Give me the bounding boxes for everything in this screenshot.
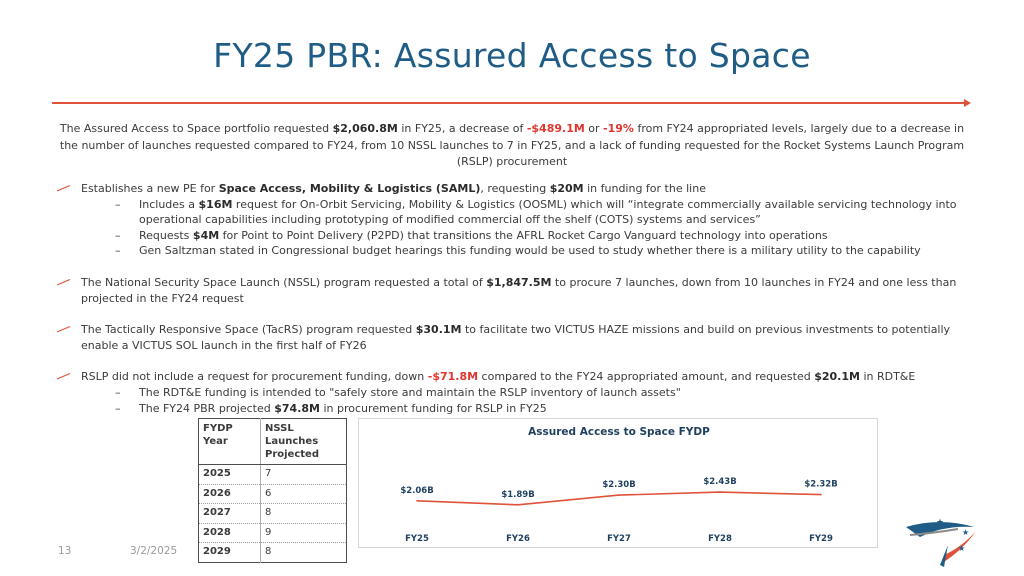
text-segment: compared to the FY24 appropriated amount, and requested — [478, 370, 815, 384]
negative-amount: -$71.8M — [427, 370, 479, 384]
divider-arrow-icon — [964, 99, 971, 107]
text-segment: in FY25, a decrease of — [397, 122, 527, 135]
table-cell-year: 2029 — [199, 543, 261, 563]
svg-text:★: ★ — [962, 528, 970, 537]
text-segment: Establishes a new PE for — [81, 182, 219, 195]
emphasis-text: Space Access, Mobility & Logistics (SAML) — [218, 182, 481, 195]
sub-bullet-fy24-pbr: – The FY24 PBR projected $74.8M in procurement funding for RSLP in FY25 — [115, 401, 547, 415]
emphasis-text: $74.8M — [274, 401, 320, 415]
table-row — [199, 465, 347, 485]
text-segment: The Assured Access to Space portfolio requested — [59, 122, 333, 135]
bullet-text — [81, 276, 956, 305]
page-number: 13 — [58, 545, 72, 557]
table-cell-launches: 6 — [261, 484, 347, 504]
emphasis-text: $20M — [549, 182, 584, 195]
fydp-chart — [358, 418, 878, 548]
data-label: $1.89B — [501, 489, 535, 500]
orbit-logo — [900, 515, 978, 570]
table-cell-year: 2027 — [199, 504, 261, 524]
text-segment: request for On-Orbit Servicing, Mobility & Logistics (OOSML) which will “integrate commercially available servicing technology into operational capabilities including prototyping of modified commercial off the shelf (COTS) systems and services” — [139, 197, 957, 227]
table-row — [199, 523, 347, 543]
emphasis-text: $16M — [198, 197, 233, 211]
sub-bullet-saltzman: – Gen Saltzman stated in Congressional budget hearings this funding would be used to study whether there is a military utility to the capability — [115, 244, 921, 258]
sub-bullet-p2pd: – Requests $4M for Point to Point Delivery (P2PD) that transitions the AFRL Rocket Cargo Vanguard technology into operations — [115, 228, 828, 242]
nssl-launches-table — [198, 418, 347, 563]
table-cell-launches: 8 — [261, 543, 347, 563]
x-tick-label: FY26 — [506, 534, 530, 544]
sub-bullet-rdte: – The RDT&E funding is intended to "safely store and maintain the RSLP inventory of launch assets" — [115, 385, 681, 399]
table-header: NSSL Launches Projected — [261, 419, 347, 465]
data-point — [517, 504, 519, 506]
text-segment: for Point to Point Delivery (P2PD) that transitions the AFRL Rocket Cargo Vanguard technology into operations — [219, 228, 828, 242]
table-cell-launches: 8 — [261, 504, 347, 524]
text-segment: in RDT&E — [859, 370, 916, 384]
sub-bullet-text — [139, 229, 828, 242]
bullet-saml — [56, 181, 971, 259]
emphasis-text: $20.1M — [814, 370, 860, 384]
x-tick-label: FY28 — [708, 534, 732, 544]
slide-title: FY25 PBR: Assured Access to Space — [213, 36, 811, 75]
data-point — [820, 494, 822, 496]
slide-date: 3/2/2025 — [130, 545, 178, 557]
table-header-row — [199, 419, 347, 465]
text-segment: The Tactically Responsive Space (TacRS) program requested — [81, 323, 416, 337]
table-cell-launches: 9 — [261, 523, 347, 543]
series-line — [417, 489, 821, 505]
sub-bullet-text — [139, 198, 957, 227]
bullet-arrow-icon — [56, 184, 72, 192]
bullet-arrow-icon — [56, 372, 72, 380]
bullet-text — [81, 370, 915, 383]
title-divider — [52, 102, 966, 104]
emphasis-text: $4M — [192, 228, 220, 242]
x-tick-label: FY27 — [607, 534, 631, 544]
sub-bullet-oosml: – Includes a $16M request for On-Orbit Servicing, Mobility & Logistics (OOSML) which will “integrate commercially available servicing technology into operational capabilities including prototyping of modified commercial off the shelf (COTS) systems and services” — [115, 197, 957, 227]
table-cell-launches: 7 — [261, 465, 347, 485]
intro-paragraph — [56, 121, 968, 171]
data-point — [618, 494, 620, 496]
sub-bullet-text — [139, 244, 921, 257]
text-segment: to procure 7 launches, down from 10 launches in FY24 and one less than projected in the FY24 request — [81, 275, 957, 305]
bullet-text — [81, 323, 950, 352]
data-label: $2.30B — [602, 480, 636, 491]
data-label: $2.06B — [400, 485, 434, 496]
text-segment: The FY24 PBR projected — [139, 401, 275, 415]
text-segment: from FY24 appropriated levels, largely due to a decrease in the number of launches requested compared to FY24, from 10 NSSL launches to 7 in FY25, and a lack of funding requested for the Rocket Systems Launch Program (RSLP) procurement — [59, 122, 965, 168]
table-cell-year: 2025 — [199, 465, 261, 485]
text-segment: The National Security Space Launch (NSSL) program requested a total of — [81, 275, 487, 289]
bullet-arrow-icon — [56, 278, 72, 286]
text-segment: in procurement funding for RSLP in FY25 — [320, 401, 547, 415]
bullet-rslp — [56, 369, 971, 416]
table-cell-year: 2026 — [199, 484, 261, 504]
table-row — [199, 504, 347, 524]
svg-text:★: ★ — [936, 518, 945, 528]
text-segment: or — [584, 122, 604, 135]
bullet-arrow-icon — [56, 325, 72, 333]
text-segment: in funding for the line — [583, 182, 706, 195]
table-cell-year: 2028 — [199, 523, 261, 543]
table-row — [199, 484, 347, 504]
bullet-tacrs — [56, 322, 971, 353]
svg-text:★: ★ — [958, 544, 966, 553]
x-tick-label: FY29 — [809, 534, 833, 544]
negative-amount: -$489.1M — [526, 122, 585, 135]
sub-bullet-text — [139, 386, 681, 399]
chart-title: Assured Access to Space FYDP — [528, 426, 710, 438]
emphasis-text: $1,847.5M — [486, 275, 552, 289]
data-point — [416, 500, 418, 502]
bullet-text — [81, 182, 706, 195]
fydp-line-chart — [359, 419, 879, 549]
text-segment: RSLP did not include a request for procurement funding, down — [81, 370, 428, 384]
x-tick-label: FY25 — [405, 534, 429, 544]
text-segment: , requesting — [480, 182, 550, 195]
text-segment: Includes a — [139, 197, 199, 211]
sub-bullet-text — [139, 402, 547, 415]
table-header: FYDP Year — [199, 419, 261, 465]
negative-amount: -19% — [603, 122, 634, 135]
data-point — [719, 491, 721, 493]
bullet-nssl — [56, 275, 971, 306]
emphasis-text: $2,060.8M — [332, 122, 398, 135]
text-segment: The RDT&E funding is intended to "safely store and maintain the RSLP inventory of launch assets" — [139, 385, 681, 399]
data-label: $2.43B — [703, 477, 737, 488]
text-segment: Gen Saltzman stated in Congressional budget hearings this funding would be used to study whether there is a military utility to the capability — [139, 244, 921, 258]
table-row — [199, 543, 347, 563]
emphasis-text: $30.1M — [415, 323, 462, 337]
bullet-list — [56, 181, 971, 416]
text-segment: Requests — [139, 228, 193, 242]
text-segment: to facilitate two VICTUS HAZE missions and build on previous investments to potentially enable a VICTUS SOL launch in the first half of FY26 — [81, 323, 951, 352]
data-label: $2.32B — [804, 479, 838, 490]
